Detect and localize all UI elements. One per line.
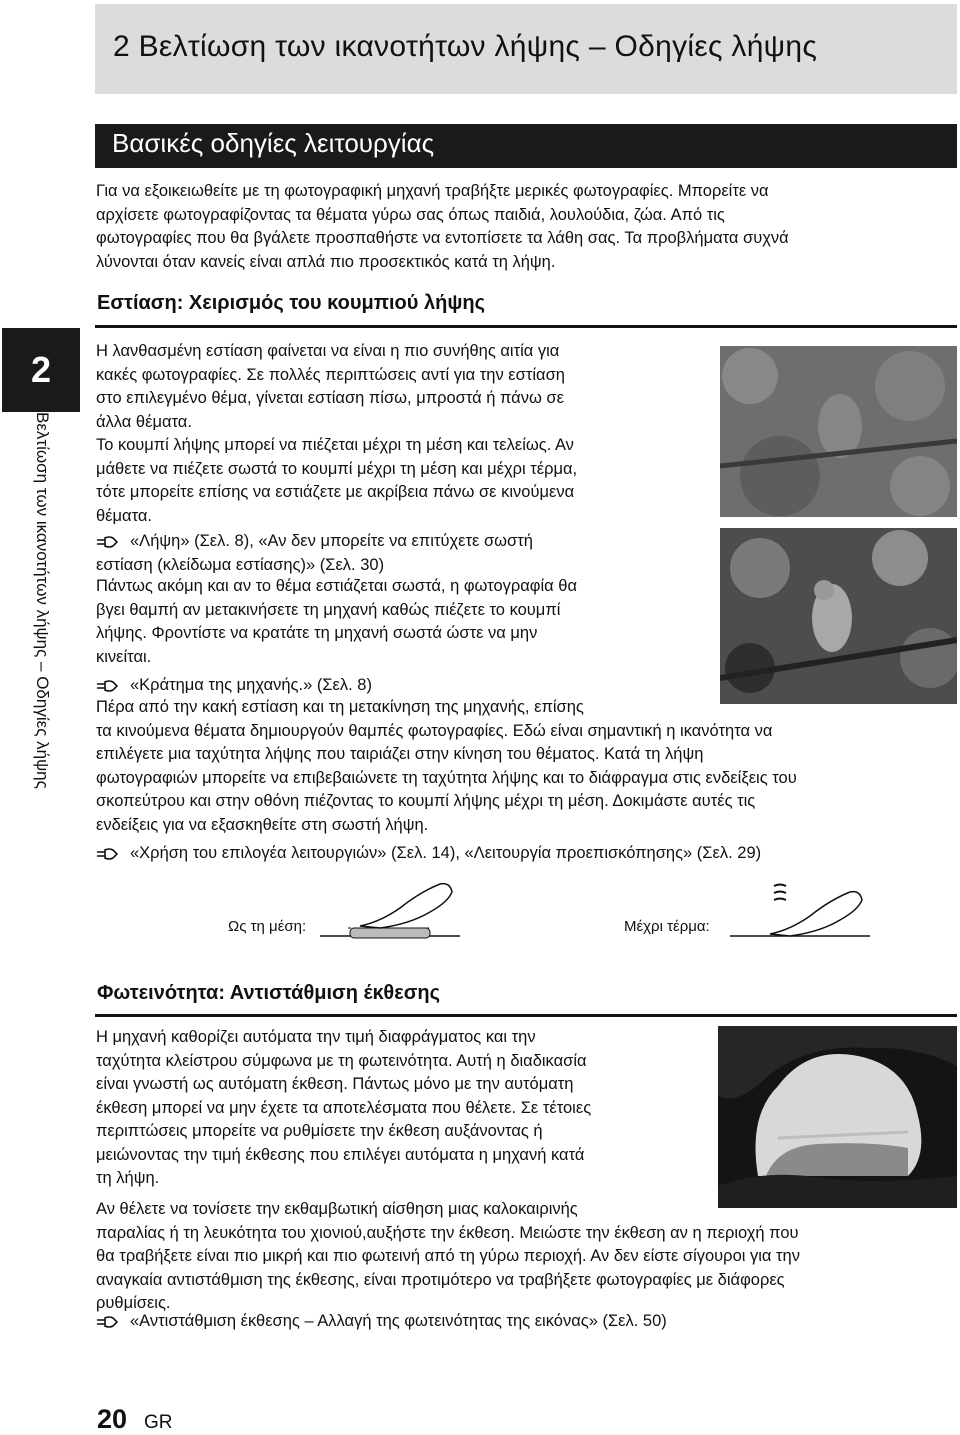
focus-line: Το κουμπί λήψης μπορεί να πιέζεται μέχρι τη μέση και τελείως. Αν bbox=[96, 436, 574, 454]
focus-paragraph-2 bbox=[96, 575, 577, 669]
side-text-container bbox=[33, 412, 52, 904]
brightness-line: έκθεση μπορεί να μην έχετε τα αποτελέσματα που θέλετε. Σε τέτοιες bbox=[96, 1098, 592, 1117]
focus-line: Πάντως ακόμη και αν το θέμα εστιάζεται σωστά, η φωτογραφία θα bbox=[96, 577, 578, 595]
reference-text: «Λήψη» (Σελ. 8), «Αν δεν μπορείτε να επιτύχετε σωστή bbox=[130, 532, 533, 550]
brightness-line: μειώνοντας την τιμή έκθεσης που επιλέγει αυτόματα η μηχανή κατά bbox=[96, 1145, 585, 1164]
intro-line: Για να εξοικειωθείτε με τη φωτογραφική μηχανή τραβήξτε μερικές φωτογραφίες. Μπορείτε να bbox=[96, 182, 769, 200]
focus-line: ενδείξεις για να εξασκηθείτε στη σωστή λήψη. bbox=[96, 815, 429, 834]
reference-text: «Χρήση του επιλογέα λειτουργιών» (Σελ. 14), «Λειτουργία προεπισκόπησης» (Σελ. 29) bbox=[130, 844, 762, 862]
focus-paragraph-1 bbox=[96, 340, 577, 528]
full-press-label: Μέχρι τέρμα: bbox=[624, 918, 710, 935]
blurred-bird-photo bbox=[720, 346, 957, 517]
focus-line: επιλέγετε μια ταχύτητα λήψης που ταιριάζει στην κίνηση του θέματος. Κατά τη λήψη bbox=[96, 745, 704, 763]
focus-line: λήψης. Φροντίστε να κρατάτε τη μηχανή σωστά ώστε να μην bbox=[96, 624, 538, 642]
focus-reference-3 bbox=[96, 842, 761, 866]
reference-hand-icon bbox=[96, 535, 118, 549]
focus-line: θέματα. bbox=[96, 506, 152, 525]
intro-paragraph bbox=[96, 180, 789, 274]
focus-reference-1 bbox=[96, 530, 533, 577]
reference-hand-icon bbox=[96, 847, 118, 861]
reference-text: «Κράτημα της μηχανής.» (Σελ. 8) bbox=[130, 676, 372, 694]
half-press-illustration bbox=[320, 878, 460, 950]
brightness-line: είναι γνωστή ως αυτόματη έκθεση. Πάντως μόνο με την αυτόματη bbox=[96, 1075, 574, 1093]
focus-line: τότε μπορείτε επίσης να εστιάζετε με ακρίβεια πάνω σε κινούμενα bbox=[96, 483, 575, 501]
reference-hand-icon bbox=[96, 1315, 118, 1329]
brightness-reference bbox=[96, 1310, 667, 1334]
brightness-line: αναγκαία αντιστάθμιση της έκθεσης, είναι προτιμότερο να τραβήξετε φωτογραφίες με διάφορες bbox=[96, 1270, 785, 1289]
brightness-rule bbox=[95, 1014, 957, 1017]
focus-line: Η λανθασμένη εστίαση φαίνεται να είναι η πιο συνήθης αιτία για bbox=[96, 342, 560, 360]
focus-line: κινείται. bbox=[96, 647, 152, 666]
focus-line: τα κινούμενα θέματα δημιουργούν θαμπές φωτογραφίες. Εδώ είναι σημαντική η ικανότητα να bbox=[96, 721, 773, 740]
reference-hand-icon bbox=[96, 679, 118, 693]
intro-line: λύνονται όταν κανείς είναι απλά πιο προσεκτικός κατά τη λήψη. bbox=[96, 252, 556, 271]
brightness-line: ρυθμίσεις. bbox=[96, 1294, 171, 1312]
focus-line: άλλα θέματα. bbox=[96, 412, 192, 431]
focus-line: βγει θαμπή αν μετακινήσετε τη μηχανή καθώς πιέζετε το κουμπί bbox=[96, 600, 561, 619]
language-code: GR bbox=[144, 1412, 173, 1433]
brightness-paragraph-1 bbox=[96, 1026, 591, 1191]
brightness-line: Η μηχανή καθορίζει αυτόματα την τιμή διαφράγματος και την bbox=[96, 1028, 536, 1046]
brightness-paragraph-2 bbox=[96, 1198, 800, 1316]
focus-line: στο επιλεγμένο θέμα, γίνεται εστίαση πίσω, μπροστά ή πάνω σε bbox=[96, 389, 564, 407]
focus-line: Πέρα από την κακή εστίαση και τη μετακίνηση της μηχανής, επίσης bbox=[96, 698, 584, 716]
focus-reference-2 bbox=[96, 674, 372, 698]
cave-beach-photo bbox=[718, 1026, 957, 1208]
half-press-label: Ως τη μέση: bbox=[228, 918, 307, 935]
focus-rule bbox=[95, 325, 957, 328]
page-number: 20 bbox=[97, 1404, 128, 1434]
brightness-heading: Φωτεινότητα: Αντιστάθμιση έκθεσης bbox=[97, 982, 440, 1004]
brightness-line: περιπτώσεις μπορείτε να ρυθμίσετε την έκθεση αυξάνοντας ή bbox=[96, 1122, 543, 1140]
intro-line: φωτογραφίες που θα βγάλετε προσπαθήστε να εντοπίσετε τα λάθη σας. Τα προβλήματα συχνά bbox=[96, 229, 789, 247]
side-chapter-text: Βελτίωση των ικανοτήτων λήψης – Οδηγίες λήψης bbox=[33, 412, 52, 789]
brightness-line: ταχύτητα κλείστρου σύμφωνα με τη φωτεινότητα. Αυτή η διαδικασία bbox=[96, 1051, 587, 1070]
focus-line: μάθετε να πιέζετε σωστά το κουμπί μέχρι τη μέση και μέχρι τέρμα, bbox=[96, 459, 578, 478]
reference-text: εστίαση (κλείδωμα εστίασης)» (Σελ. 30) bbox=[96, 555, 385, 574]
focus-line: σκοπεύτρου και στην οθόνη πιέζοντας το κουμπί λήψης μέχρι τη μέση. Δοκιμάστε αυτές τις bbox=[96, 792, 756, 810]
focus-heading: Εστίαση: Χειρισμός του κουμπιού λήψης bbox=[97, 292, 485, 314]
full-press-illustration bbox=[730, 878, 870, 950]
brightness-line: θα τραβήξετε είναι πιο μικρή και πιο φωτεινή από τη γύρω περιοχή. Αν δεν είστε σίγουροι για την bbox=[96, 1247, 800, 1265]
focus-paragraph-3 bbox=[96, 696, 797, 837]
chapter-title: 2 Βελτίωση των ικανοτήτων λήψης – Οδηγίες λήψης bbox=[113, 30, 818, 63]
intro-line: αρχίσετε φωτογραφίζοντας τα θέματα γύρω σας όπως παιδιά, λουλούδια, ζώα. Από τις bbox=[96, 205, 725, 224]
section-title: Βασικές οδηγίες λειτουργίας bbox=[112, 128, 435, 158]
brightness-line: παραλίας ή τη λευκότητα του χιονιού,αυξήστε την έκθεση. Μειώστε την έκθεση αν η περιοχή που bbox=[96, 1223, 799, 1242]
brightness-line: Αν θέλετε να τονίσετε την εκθαμβωτική αίσθηση μιας καλοκαιρινής bbox=[96, 1200, 578, 1218]
brightness-line: τη λήψη. bbox=[96, 1169, 160, 1187]
focus-line: κακές φωτογραφίες. Σε πολλές περιπτώσεις αντί για την εστίαση bbox=[96, 365, 565, 384]
chapter-tab: 2 bbox=[2, 328, 80, 412]
reference-text: «Αντιστάθμιση έκθεσης – Αλλαγή της φωτεινότητας της εικόνας» (Σελ. 50) bbox=[130, 1312, 667, 1330]
focus-line: φωτογραφιών μπορείτε να επιβεβαιώνετε τη ταχύτητα λήψης και το διάφραγμα στις ενδείξεις του bbox=[96, 768, 797, 787]
sharp-bird-photo bbox=[720, 528, 957, 704]
